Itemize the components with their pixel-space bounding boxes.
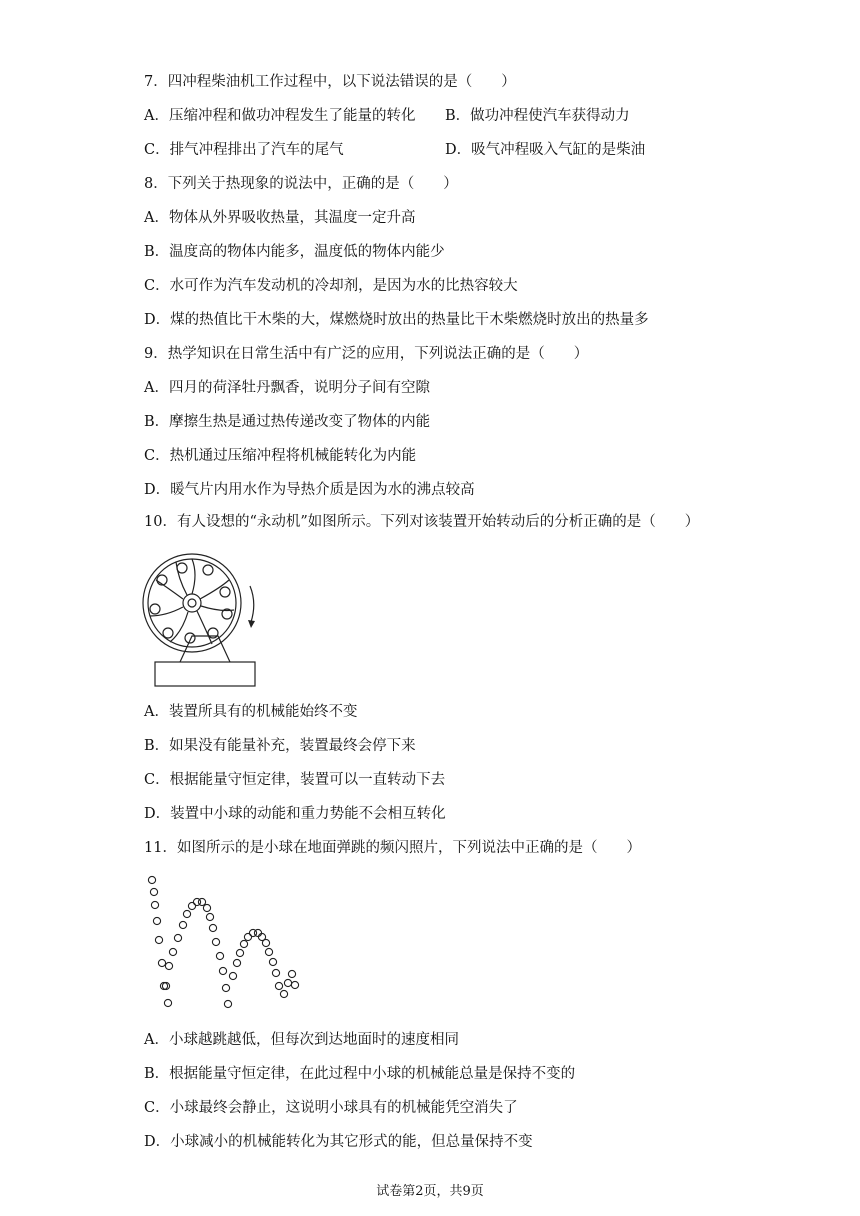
question-7-option-d: D．吸气冲程吸入气缸的是柴油 <box>445 142 646 158</box>
question-9-option-d: D．暖气片内用水作为导热介质是因为水的沸点较高 <box>144 482 475 498</box>
question-11-stem: 11．如图所示的是小球在地面弹跳的频闪照片，下列说法中正确的是（ ） <box>144 840 641 856</box>
question-7-option-a: A．压缩冲程和做功冲程发生了能量的转化 <box>144 108 416 124</box>
question-11-option-d: D．小球减小的机械能转化为其它形式的能，但总量保持不变 <box>144 1134 533 1150</box>
question-9-option-b: B．摩擦生热是通过热传递改变了物体的内能 <box>144 414 431 430</box>
question-8-option-d: D．煤的热值比干木柴的大，煤燃烧时放出的热量比干木柴燃烧时放出的热量多 <box>144 312 649 328</box>
question-10-stem: 10．有人设想的“永动机”如图所示。下列对该装置开始转动后的分析正确的是（ ） <box>144 514 700 530</box>
question-10-option-c: C．根据能量守恒定律，装置可以一直转动下去 <box>144 772 446 788</box>
question-9-option-c: C．热机通过压缩冲程将机械能转化为内能 <box>144 448 417 464</box>
question-10-option-d: D．装置中小球的动能和重力势能不会相互转化 <box>144 806 446 822</box>
question-9-stem: 9．热学知识在日常生活中有广泛的应用，下列说法正确的是（ ） <box>144 346 589 362</box>
question-10-option-b: B．如果没有能量补充，装置最终会停下来 <box>144 738 416 754</box>
bouncing-ball-strobe-figure <box>140 868 310 1018</box>
page-footer: 试卷第2页，共9页 <box>376 1184 484 1199</box>
question-11-option-a: A．小球越跳越低，但每次到达地面时的速度相同 <box>144 1032 459 1048</box>
question-8-option-a: A．物体从外界吸收热量，其温度一定升高 <box>144 210 416 226</box>
perpetual-motion-wheel-figure <box>140 544 270 690</box>
question-8-stem: 8．下列关于热现象的说法中，正确的是（ ） <box>144 176 458 192</box>
question-9-option-a: A．四月的荷泽牡丹飘香，说明分子间有空隙 <box>144 380 430 396</box>
question-11-option-b: B．根据能量守恒定律，在此过程中小球的机械能总量是保持不变的 <box>144 1066 576 1082</box>
question-7-option-b: B．做功冲程使汽车获得动力 <box>445 108 630 124</box>
question-11-option-c: C．小球最终会静止，这说明小球具有的机械能凭空消失了 <box>144 1100 518 1116</box>
question-10-option-a: A．装置所具有的机械能始终不变 <box>144 704 358 720</box>
question-8-option-c: C．水可作为汽车发动机的冷却剂，是因为水的比热容较大 <box>144 278 518 294</box>
question-7-stem: 7．四冲程柴油机工作过程中，以下说法错误的是（ ） <box>144 74 516 90</box>
question-8-option-b: B．温度高的物体内能多，温度低的物体内能少 <box>144 244 445 260</box>
question-7-option-c: C．排气冲程排出了汽车的尾气 <box>144 142 344 158</box>
